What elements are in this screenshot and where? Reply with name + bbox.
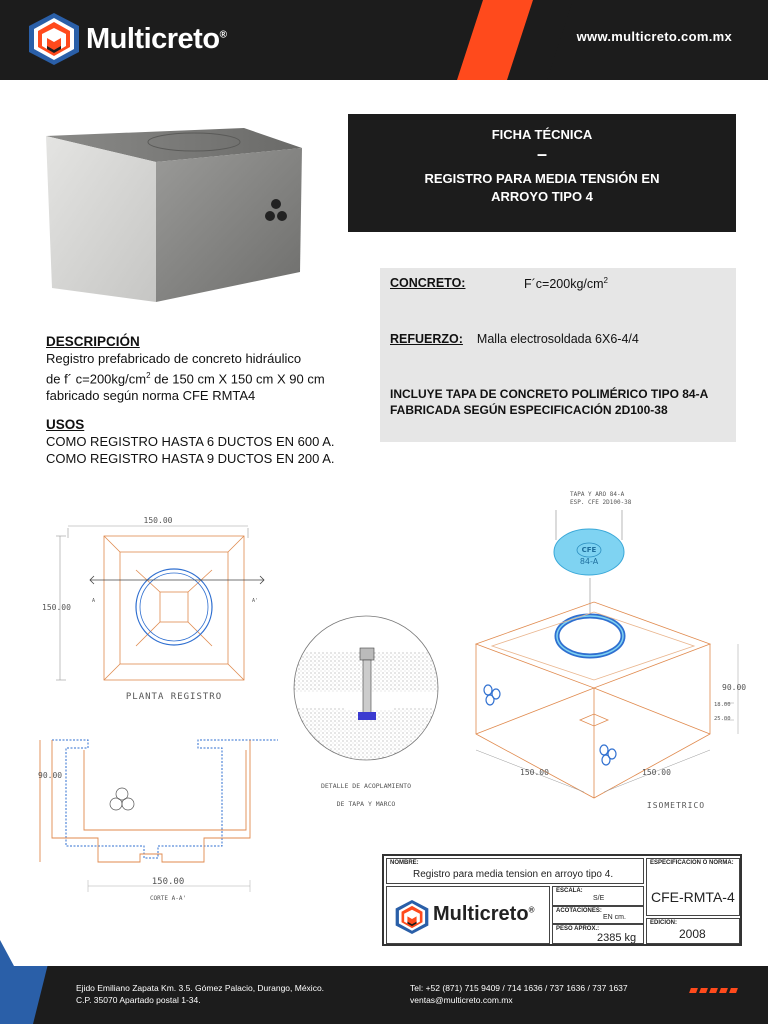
datasheet-title-box [348, 114, 736, 232]
footer-email[interactable]: ventas@multicreto.com.mx [410, 995, 513, 1005]
plan-drawing [38, 510, 280, 710]
spec-panel [380, 268, 736, 442]
title-block-weight-value: 2385 kg [597, 932, 637, 944]
title-block-logo-icon [395, 899, 429, 935]
title-block-edition: EDICION: 2008 [646, 918, 740, 944]
spec-rebar-value: Malla electrosoldada 6X6-4/4 [476, 332, 639, 346]
footer-address-line2: C.P. 35070 Apartado postal 1-34. [76, 995, 201, 1005]
title-block-brand: Multicreto® [433, 903, 535, 925]
title-block-logo [386, 886, 550, 944]
footer-blue-accent [0, 966, 55, 1024]
iso-dim-left: 150.00 [520, 768, 549, 777]
iso-title: ISOMETRICO [646, 801, 706, 810]
title-block-units-value: EN cm. [603, 914, 626, 921]
spec-concrete-label: CONCRETO: [390, 276, 466, 290]
title-block-weight: PESO APROX.: 2385 kg [552, 924, 644, 944]
title-block-table [382, 854, 742, 946]
iso-dim-b: 25.00 [714, 716, 731, 722]
footer-decoration [690, 988, 737, 993]
uses-heading: USOS [46, 417, 85, 433]
title-block-spec-value: CFE-RMTA-4 [651, 889, 735, 905]
spec-lid-note: INCLUYE TAPA DE CONCRETO POLIMÉRICO TIPO 84-A FABRICADA SEGÚN ESPECIFICACIÓN 2D100-38 [390, 387, 708, 417]
footer-address [76, 982, 324, 1006]
spec-concrete-value: $F´c=200kg/cm^2$ [524, 276, 608, 292]
uses-item-2: COMO REGISTRO HASTA 9 DUCTOS EN 200 A. [46, 451, 335, 467]
iso-dim-right: 150.00 [642, 768, 671, 777]
title-block-units: ACOTACIONES: EN cm. [552, 906, 644, 924]
page-header [0, 0, 768, 80]
product-title-line1: REGISTRO PARA MEDIA TENSIÓN EN [424, 171, 660, 186]
spec-rebar-label: REFUERZO: [390, 332, 463, 346]
iso-lid-badge2: 84-A [579, 557, 599, 566]
plan-marker-a-prime: A' [252, 598, 259, 604]
iso-lid-badge1: CFE [581, 546, 597, 554]
title-separator: – [536, 144, 547, 164]
isometric-drawing [462, 488, 752, 818]
uses-item-1: COMO REGISTRO HASTA 6 DUCTOS EN 600 A. [46, 434, 335, 450]
plan-dim-top: 150.00 [143, 516, 173, 525]
brand-logo[interactable] [28, 12, 226, 66]
plan-marker-a: A [92, 598, 96, 604]
plan-title: PLANTA REGISTRO [125, 692, 223, 702]
description-line3: fabricado según norma CFE RMTA4 [46, 388, 256, 404]
iso-dim-a: 18.00 [714, 702, 731, 708]
brand-name: Multicreto® [86, 22, 227, 55]
title-block-name: NOMBRE: Registro para media tension en arroyo tipo 4. [386, 858, 644, 884]
iso-lid-label1: TAPA Y ARO 84-A [570, 491, 625, 498]
footer-phone[interactable]: Tel: +52 (871) 715 9409 / 714 1636 / 737 1636 / 737 1637 [410, 983, 628, 993]
description-line1: Registro prefabricado de concreto hidráulico [46, 351, 302, 366]
title-block-spec: ESPECIFICACION O NORMA: CFE-RMTA-4 [646, 858, 740, 916]
section-title: CORTE A-A' [149, 895, 187, 902]
section-dim-left: 90.00 [38, 771, 63, 780]
page-footer [0, 966, 768, 1024]
description-line2: de f´ $c=200kg/cm^2$ de 150 cm X 150 cm X 90 cm [46, 371, 325, 387]
product-photo [44, 122, 306, 307]
footer-contact [410, 982, 628, 1006]
spec-concrete [390, 276, 608, 292]
datasheet-heading: FICHA TÉCNICA [491, 127, 593, 142]
footer-address-line1: Ejido Emiliano Zapata Km. 3.5. Gómez Palacio, Durango, México. [76, 983, 325, 993]
iso-lid-label2: ESP. CFE 2D100-38 [570, 499, 632, 506]
detail-drawing [286, 608, 446, 816]
title-block-edition-value: 2008 [679, 927, 706, 941]
section-drawing [36, 734, 282, 902]
title-block-scale-value: S/E [593, 895, 605, 902]
spec-rebar [390, 332, 639, 346]
title-block-name-value: Registro para media tension en arroyo tipo 4. [413, 869, 614, 880]
brand-logo-icon [28, 12, 80, 66]
detail-title-line1: DETALLE DE ACOPLAMIENTO [320, 782, 412, 790]
title-block-scale: ESCALA: S/E [552, 886, 644, 906]
iso-dim-height: 90.00 [722, 683, 747, 692]
plan-dim-left: 150.00 [42, 603, 71, 612]
detail-title-line2: DE TAPA Y MARCO [336, 800, 396, 808]
section-dim-bottom: 150.00 [151, 877, 185, 887]
description-heading: DESCRIPCIÓN [46, 334, 140, 349]
description-block [46, 333, 366, 467]
product-title-line2: ARROYO TIPO 4 [491, 189, 593, 204]
website-link[interactable]: www.multicreto.com.mx [576, 29, 732, 44]
